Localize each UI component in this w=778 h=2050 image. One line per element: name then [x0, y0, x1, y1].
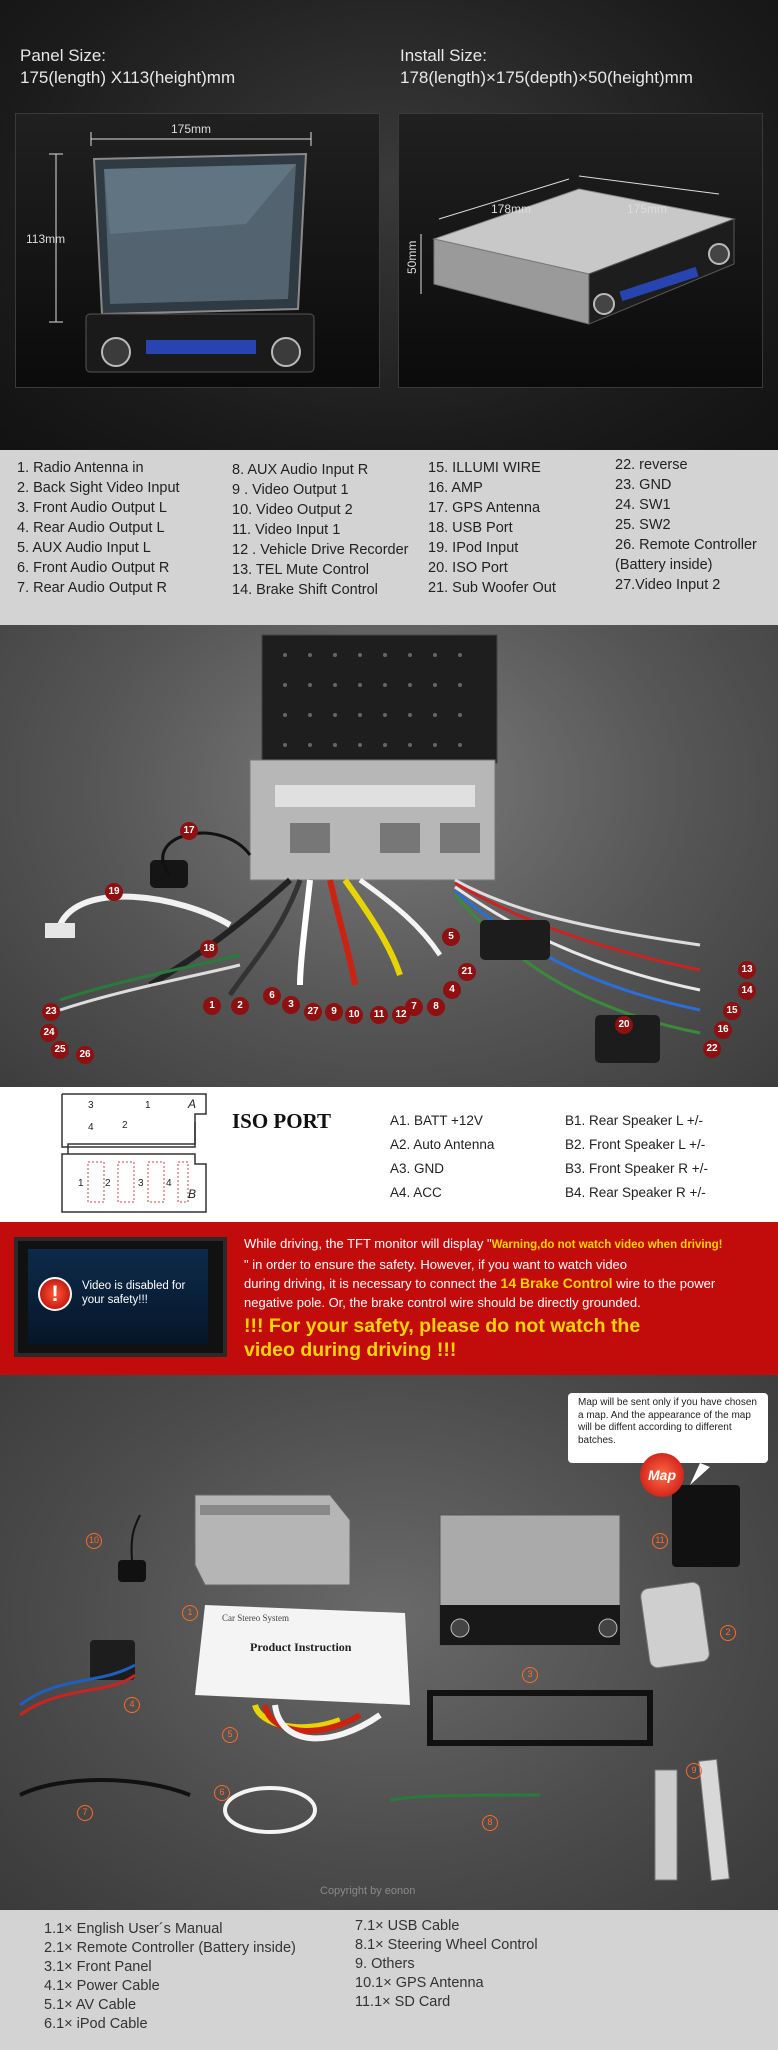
list-item: 5. AUX Audio Input L [17, 540, 151, 556]
item-badge-6: 6 [214, 1785, 230, 1801]
list-item: 19. IPod Input [428, 540, 519, 556]
badge-15: 15 [723, 1002, 741, 1020]
stereo-chassis-illustration [399, 114, 764, 389]
badge-16: 16 [714, 1021, 732, 1039]
list-item: 4. Rear Audio Output L [17, 520, 165, 536]
brake-control-highlight: 14 Brake Control [500, 1275, 613, 1291]
alert-icon: ! [38, 1277, 72, 1311]
package-section [0, 1375, 778, 1910]
list-item: 12 . Vehicle Drive Recorder [232, 542, 409, 558]
iso-b-list [565, 1109, 708, 1205]
install-photo [398, 113, 763, 388]
list-item: 27.Video Input 2 [615, 577, 721, 593]
badge-10: 10 [345, 1006, 363, 1024]
item-badge-1: 1 [182, 1605, 198, 1621]
manual-cover: Car Stereo System [222, 1613, 289, 1623]
list-item: 23. GND [615, 477, 672, 493]
badge-25: 25 [51, 1041, 69, 1059]
list-item: 7.1× USB Cable [355, 1918, 460, 1934]
iso-pin: 2 [105, 1178, 111, 1189]
badge-20: 20 [615, 1016, 633, 1034]
warning-screen-text: Video is disabled for your safety!!! [82, 1280, 186, 1306]
connector-col-3 [428, 458, 608, 598]
badge-9: 9 [325, 1003, 343, 1021]
iso-a-list [390, 1109, 494, 1205]
panel-size-value: 175(length) X113(height)mm [20, 68, 236, 87]
list-item: A2. Auto Antenna [390, 1137, 495, 1152]
list-item: 14. Brake Shift Control [232, 582, 378, 598]
iso-pin: 3 [88, 1100, 94, 1111]
connector-col-1 [17, 458, 227, 598]
list-item: 3. Front Audio Output L [17, 500, 167, 516]
list-item: B3. Front Speaker R +/- [565, 1161, 708, 1176]
list-item: 4.1× Power Cable [44, 1978, 160, 1994]
watermark: Copyright by eonon [320, 1885, 416, 1897]
list-item: 3.1× Front Panel [44, 1959, 152, 1975]
list-item: 2.1× Remote Controller (Battery inside) [44, 1940, 296, 1956]
badge-26: 26 [76, 1046, 94, 1064]
list-item: 10.1× GPS Antenna [355, 1975, 484, 1991]
badge-1: 1 [203, 997, 221, 1015]
list-item: 17. GPS Antenna [428, 500, 541, 516]
badge-24: 24 [40, 1024, 58, 1042]
iso-pin: 2 [122, 1120, 128, 1131]
iso-title: ISO PORT [232, 1109, 332, 1133]
list-item: 8.1× Steering Wheel Control [355, 1937, 538, 1953]
iso-pin: 3 [138, 1178, 144, 1189]
badge-2: 2 [231, 997, 249, 1015]
item-badge-2: 2 [720, 1625, 736, 1641]
size-section [0, 0, 778, 450]
panel-width-label: 175mm [171, 122, 212, 136]
map-note: Map will be sent only if you have chosen a map. And the appearance of the map will be diffent according to different batches. [568, 1393, 768, 1463]
item-badge-3: 3 [522, 1667, 538, 1683]
item-badge-8: 8 [482, 1815, 498, 1831]
iso-pin: 1 [145, 1100, 151, 1111]
warning-screen [14, 1237, 227, 1357]
badge-7: 7 [405, 998, 423, 1016]
list-item: 24. SW1 [615, 497, 671, 513]
connector-list-section [0, 450, 778, 625]
map-badge: Map [640, 1453, 684, 1497]
panel-size-title: Panel Size: [20, 46, 106, 65]
list-item: 16. AMP [428, 480, 483, 496]
iso-port-section [0, 1087, 778, 1222]
manual-title: Product Instruction [250, 1640, 352, 1654]
install-size-title: Install Size: [400, 46, 487, 65]
list-item: 9. Others [355, 1956, 415, 1972]
list-item: 11.1× SD Card [355, 1994, 451, 2010]
panel-photo [15, 113, 380, 388]
list-item: 6. Front Audio Output R [17, 560, 170, 576]
badge-12: 12 [392, 1006, 410, 1024]
item-badge-5: 5 [222, 1727, 238, 1743]
badge-18: 18 [200, 940, 218, 958]
panel-height-label: 113mm [26, 232, 66, 246]
install-height-label: 50mm [405, 240, 419, 274]
badge-19: 19 [105, 883, 123, 901]
iso-pin: 4 [166, 1178, 172, 1189]
list-item: 5.1× AV Cable [44, 1997, 137, 2013]
badge-3: 3 [282, 996, 300, 1014]
list-item: 10. Video Output 2 [232, 502, 353, 518]
list-item: 7. Rear Audio Output R [17, 580, 167, 596]
list-item: A3. GND [390, 1161, 445, 1176]
stereo-front-illustration [16, 114, 381, 389]
list-item: 22. reverse [615, 457, 688, 473]
list-item: 26. Remote Controller [615, 537, 757, 553]
list-item: 15. ILLUMI WIRE [428, 460, 541, 476]
iso-label-b: B [188, 1187, 197, 1201]
list-item: A4. ACC [390, 1185, 442, 1200]
badge-8: 8 [427, 998, 445, 1016]
list-item: 25. SW2 [615, 517, 671, 533]
badge-13: 13 [738, 961, 756, 979]
warning-slogan: !!! For your safety, please do not watch the video during driving !!! [244, 1315, 641, 1361]
list-item: (Battery inside) [615, 557, 713, 573]
iso-pin: 4 [88, 1122, 94, 1133]
item-badge-11: 11 [652, 1533, 668, 1549]
list-item: 8. AUX Audio Input R [232, 462, 369, 478]
iso-label-a: A [188, 1097, 197, 1111]
list-item: 18. USB Port [428, 520, 513, 536]
connector-col-2 [232, 460, 432, 600]
list-item: 1. Radio Antenna in [17, 460, 144, 476]
package-col-2 [355, 1917, 655, 2012]
item-badge-4: 4 [124, 1697, 140, 1713]
badge-11: 11 [370, 1006, 388, 1024]
list-item: 1.1× English User´s Manual [44, 1921, 223, 1937]
list-item: 2. Back Sight Video Input [17, 480, 180, 496]
iso-connector-diagram [60, 1092, 208, 1217]
package-list-section [0, 1910, 778, 2050]
badge-23: 23 [42, 1003, 60, 1021]
badge-5: 5 [442, 928, 460, 946]
wiring-photo-section [0, 625, 778, 1087]
wiring-illustration [0, 625, 778, 1087]
list-item: 21. Sub Woofer Out [428, 580, 556, 596]
list-item: B1. Rear Speaker L +/- [565, 1113, 703, 1128]
badge-21: 21 [458, 963, 476, 981]
badge-4: 4 [443, 981, 461, 999]
list-item: 9 . Video Output 1 [232, 482, 349, 498]
list-item: 13. TEL Mute Control [232, 562, 370, 578]
connector-col-4 [615, 455, 775, 595]
item-badge-10: 10 [86, 1533, 102, 1549]
badge-17: 17 [180, 822, 198, 840]
install-length-label: 178mm [491, 202, 532, 216]
warning-highlight: Warning,do not watch video when driving! [491, 1239, 723, 1251]
list-item: A1. BATT +12V [390, 1113, 483, 1128]
install-depth-label: 175mm [627, 202, 668, 216]
item-badge-9: 9 [686, 1763, 702, 1779]
list-item: B2. Front Speaker L +/- [565, 1137, 706, 1152]
list-item: 11. Video Input 1 [232, 522, 341, 538]
iso-pin: 1 [78, 1178, 84, 1189]
badge-22: 22 [703, 1040, 721, 1058]
item-badge-7: 7 [77, 1805, 93, 1821]
badge-14: 14 [738, 982, 756, 1000]
warning-section [0, 1222, 778, 1375]
list-item: 20. ISO Port [428, 560, 508, 576]
badge-6: 6 [263, 987, 281, 1005]
package-col-1 [44, 1920, 374, 2034]
warning-body: While driving, the TFT monitor will display "Warning,do not watch video when driving! " in order to ensure the safety. However, if you want to watch video during driving, it is necessary to connect the 14 Brake Control wire to the power negative pole. Or, the brake control wire should be directly grounded. [244, 1236, 723, 1310]
list-item: B4. Rear Speaker R +/- [565, 1185, 706, 1200]
install-size-value: 178(length)×175(depth)×50(height)mm [400, 68, 693, 87]
badge-27: 27 [304, 1003, 322, 1021]
list-item: 6.1× iPod Cable [44, 2016, 148, 2032]
